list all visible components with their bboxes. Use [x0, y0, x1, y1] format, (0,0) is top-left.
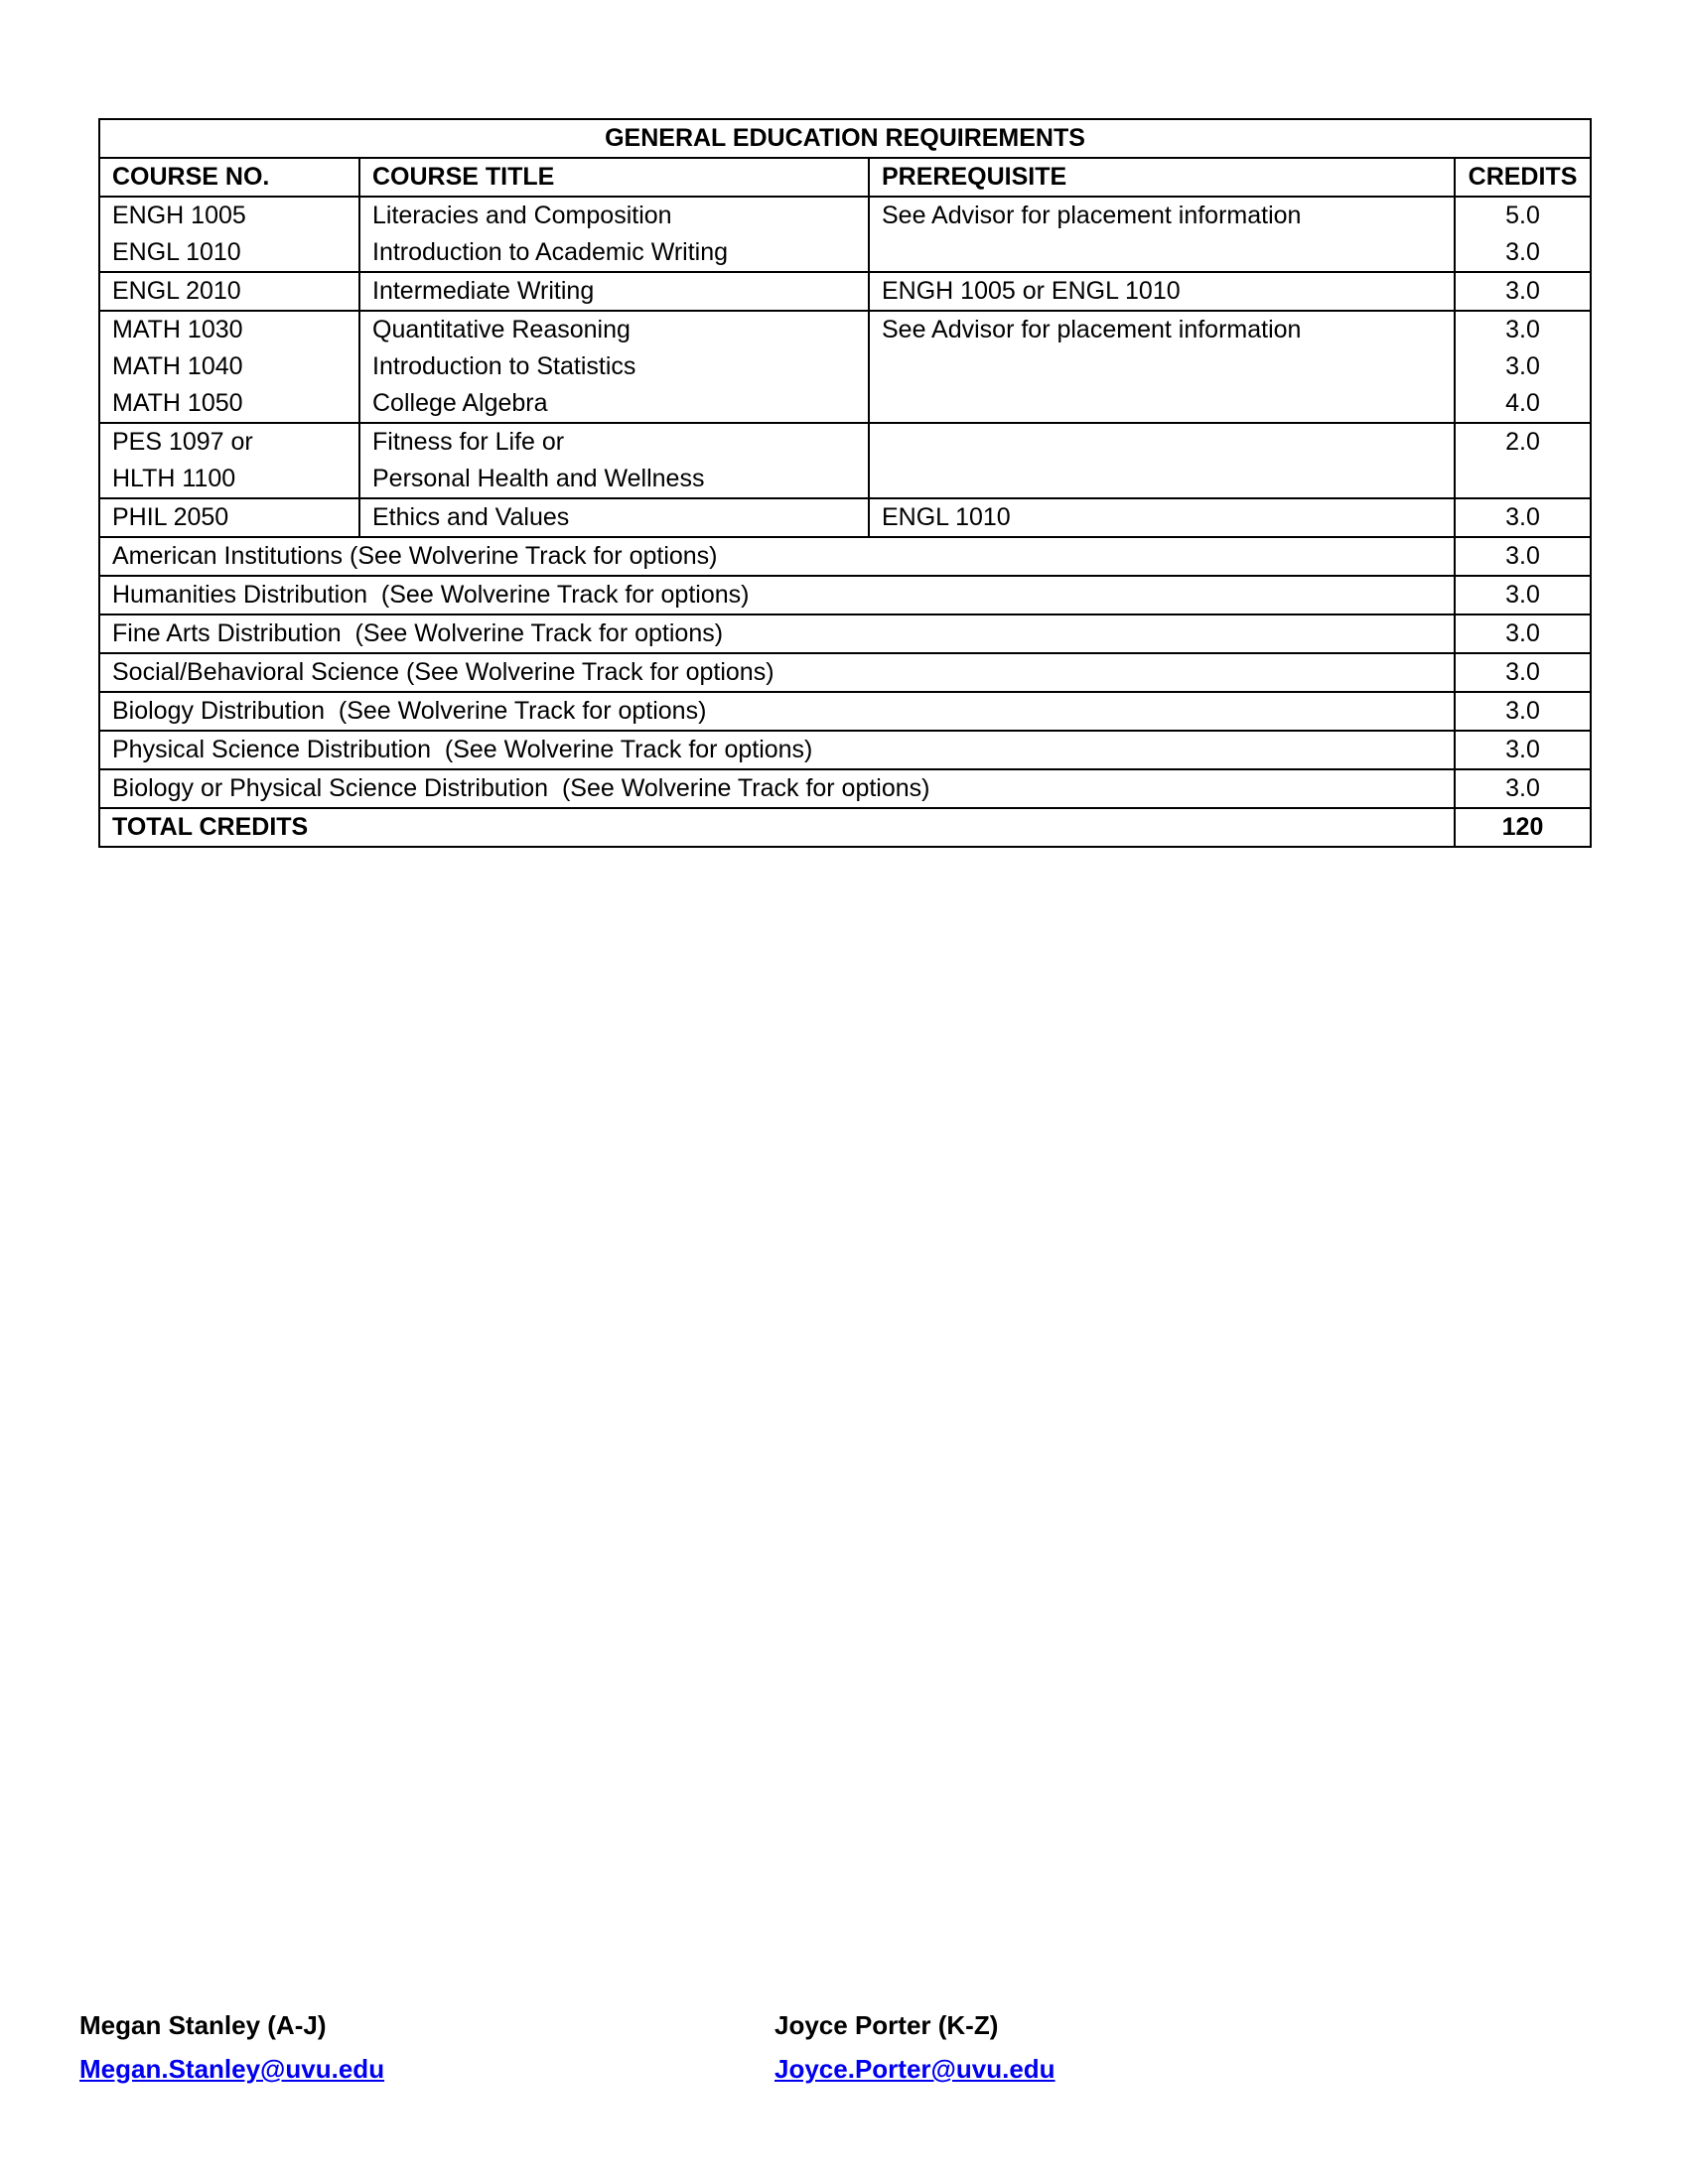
course-no-cell-line: ENGL 2010 [112, 277, 241, 305]
course-no-cell [99, 498, 359, 537]
course-title-cell-line: Personal Health and Wellness [372, 465, 705, 492]
distribution-credits: 3.0 [1455, 692, 1591, 731]
course-title-cell [359, 272, 869, 311]
distribution-row [99, 576, 1591, 614]
distribution-label: Humanities Distribution (See Wolverine Track for options) [99, 576, 1455, 614]
course-no-cell-line: MATH 1050 [112, 389, 243, 417]
course-no-cell-line: ENGL 1010 [112, 238, 241, 266]
total-credits: 120 [1455, 808, 1591, 847]
course-no-cell-line: ENGH 1005 [112, 202, 246, 229]
course-title-cell [359, 197, 869, 272]
course-title-cell-line: College Algebra [372, 389, 548, 417]
course-title-cell [359, 311, 869, 423]
credits-cell [1455, 498, 1591, 537]
header-course-no: COURSE NO. [99, 158, 359, 197]
course-title-cell-line: Introduction to Academic Writing [372, 238, 729, 266]
distribution-row [99, 731, 1591, 769]
course-row [99, 423, 1591, 498]
course-no-cell-line: MATH 1040 [112, 352, 243, 380]
course-no-cell-line: PES 1097 or [112, 428, 253, 456]
course-title-cell-line: Introduction to Statistics [372, 352, 636, 380]
course-no-cell [99, 423, 359, 498]
credits-cell [1455, 272, 1591, 311]
distribution-row [99, 537, 1591, 576]
credits-cell-line: 3.0 [1505, 277, 1540, 305]
distribution-credits: 3.0 [1455, 537, 1591, 576]
course-row [99, 272, 1591, 311]
distribution-credits: 3.0 [1455, 653, 1591, 692]
prerequisite-cell-line [882, 424, 1442, 461]
distribution-label: Biology or Physical Science Distribution (See Wolverine Track for options) [99, 769, 1455, 808]
credits-cell-line: 4.0 [1505, 389, 1540, 417]
course-no-cell [99, 197, 359, 272]
credits-cell-line: 2.0 [1505, 428, 1540, 456]
course-no-cell-line: MATH 1030 [112, 316, 243, 343]
credits-cell-line: 3.0 [1505, 238, 1540, 266]
credits-cell-line: 3.0 [1505, 503, 1540, 531]
course-row [99, 197, 1591, 272]
prerequisite-cell-line: See Advisor for placement information [882, 202, 1302, 229]
distribution-credits: 3.0 [1455, 614, 1591, 653]
header-prerequisite: PREREQUISITE [869, 158, 1455, 197]
credits-cell-line: 3.0 [1505, 352, 1540, 380]
credits-cell [1455, 423, 1591, 498]
course-row [99, 498, 1591, 537]
distribution-label: Biology Distribution (See Wolverine Track for options) [99, 692, 1455, 731]
contact-name: Joyce Porter (K-Z) [774, 2010, 999, 2040]
header-course-title: COURSE TITLE [359, 158, 869, 197]
course-title-cell-line: Intermediate Writing [372, 277, 595, 305]
header-credits: CREDITS [1455, 158, 1591, 197]
distribution-row [99, 653, 1591, 692]
prerequisite-cell [869, 272, 1455, 311]
distribution-credits: 3.0 [1455, 731, 1591, 769]
distribution-label: Social/Behavioral Science (See Wolverine Track for options) [99, 653, 1455, 692]
distribution-row [99, 769, 1591, 808]
distribution-credits: 3.0 [1455, 576, 1591, 614]
prerequisite-cell [869, 423, 1455, 498]
course-title-cell [359, 423, 869, 498]
distribution-label: Fine Arts Distribution (See Wolverine Track for options) [99, 614, 1455, 653]
distribution-credits: 3.0 [1455, 769, 1591, 808]
course-row [99, 311, 1591, 423]
credits-cell-line: 3.0 [1505, 316, 1540, 343]
prerequisite-cell [869, 311, 1455, 423]
course-no-cell-line: PHIL 2050 [112, 503, 229, 531]
contact-email-link[interactable]: Megan.Stanley@uvu.edu [79, 2054, 385, 2084]
credits-cell [1455, 197, 1591, 272]
contact-block-a-j [79, 2003, 384, 2091]
contact-email-link[interactable]: Joyce.Porter@uvu.edu [774, 2054, 1055, 2084]
course-title-cell-line: Fitness for Life or [372, 428, 565, 456]
course-title-cell-line: Ethics and Values [372, 503, 570, 531]
general-education-table [98, 118, 1592, 848]
credits-cell-line: 5.0 [1505, 202, 1540, 229]
credits-cell [1455, 311, 1591, 423]
course-title-cell [359, 498, 869, 537]
course-title-cell-line: Quantitative Reasoning [372, 316, 631, 343]
prerequisite-cell [869, 498, 1455, 537]
prerequisite-cell-line: ENGL 1010 [882, 503, 1011, 531]
table-body [99, 197, 1591, 847]
distribution-label: American Institutions (See Wolverine Track for options) [99, 537, 1455, 576]
total-label: TOTAL CREDITS [99, 808, 1455, 847]
prerequisite-cell [869, 197, 1455, 272]
contact-name: Megan Stanley (A-J) [79, 2010, 327, 2040]
header-row [99, 158, 1591, 197]
prerequisite-cell-line: See Advisor for placement information [882, 316, 1302, 343]
prerequisite-cell-line: ENGH 1005 or ENGL 1010 [882, 277, 1181, 305]
course-no-cell-line: HLTH 1100 [112, 465, 236, 492]
course-title-cell-line: Literacies and Composition [372, 202, 672, 229]
distribution-row [99, 692, 1591, 731]
distribution-label: Physical Science Distribution (See Wolverine Track for options) [99, 731, 1455, 769]
table-title: GENERAL EDUCATION REQUIREMENTS [99, 119, 1591, 158]
course-no-cell [99, 311, 359, 423]
total-row [99, 808, 1591, 847]
contact-block-k-z [774, 2003, 1055, 2091]
course-no-cell [99, 272, 359, 311]
distribution-row [99, 614, 1591, 653]
